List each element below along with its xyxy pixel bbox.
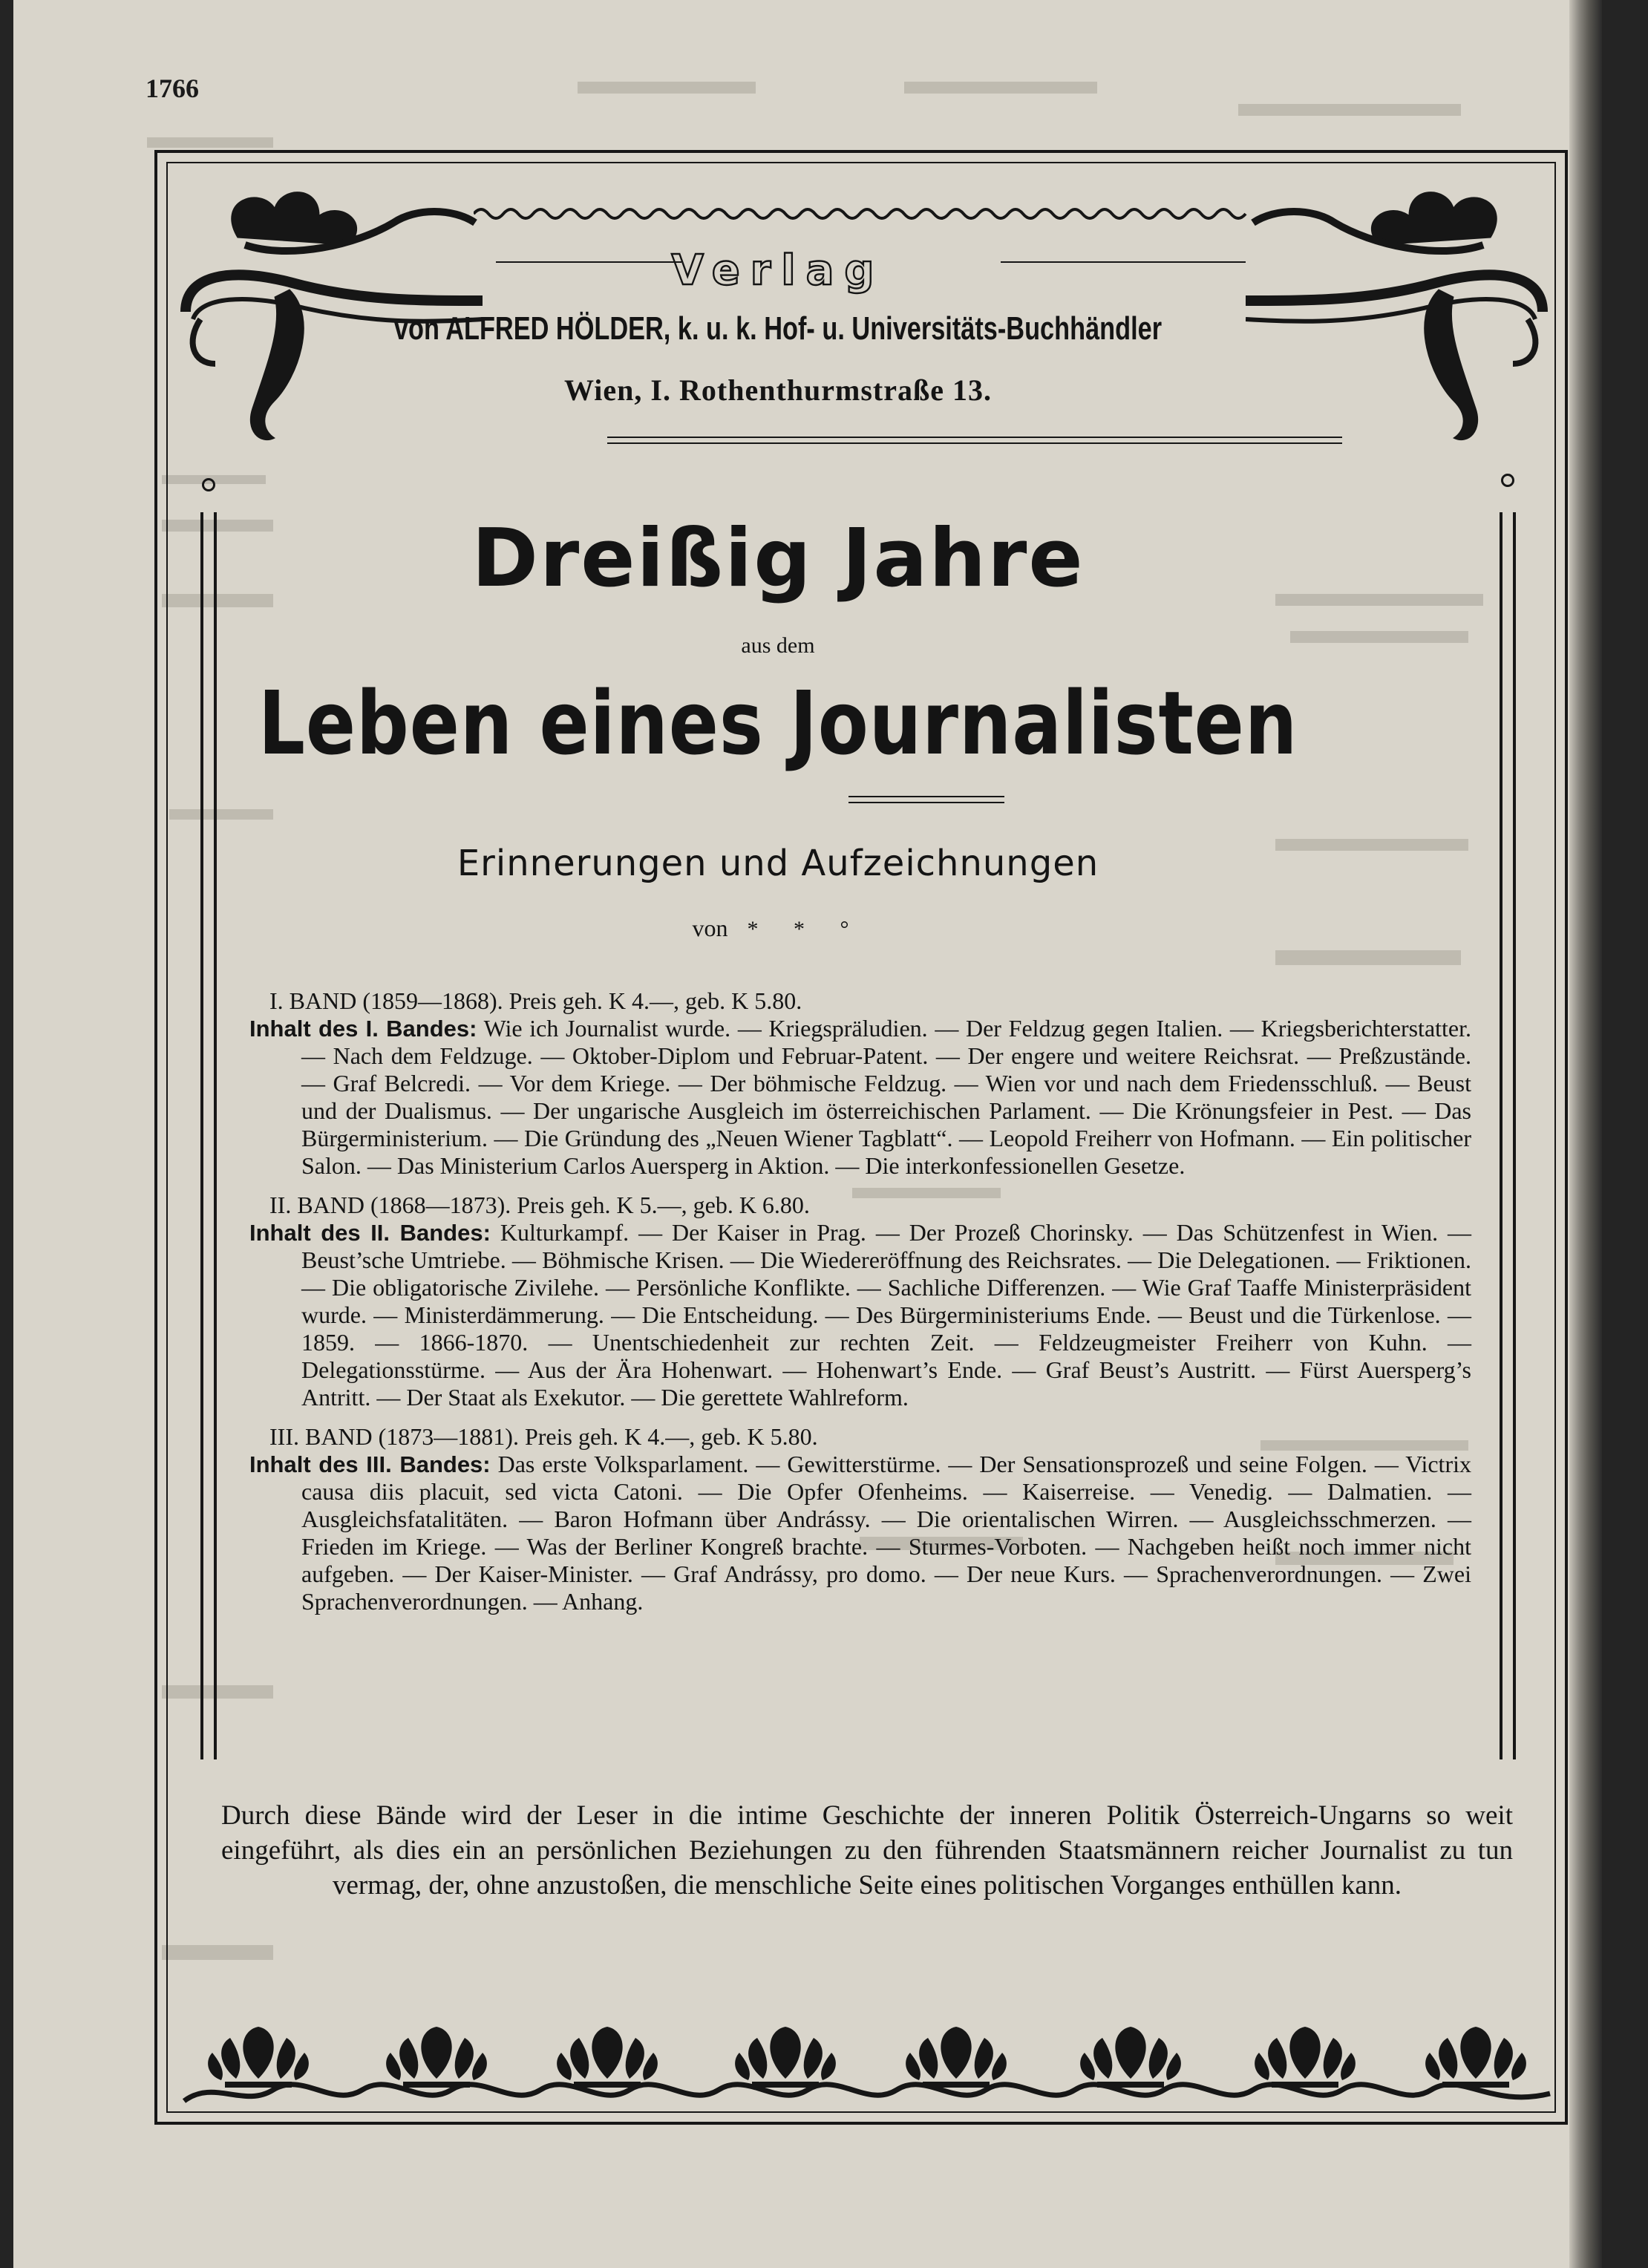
volume-2 bbox=[249, 1192, 1471, 1411]
volume-3-contents bbox=[249, 1451, 1471, 1615]
subtitle-rule-2 bbox=[848, 802, 1004, 803]
volume-3-contents-label: Inhalt des III. Bandes: bbox=[249, 1451, 491, 1477]
author-prefix: von bbox=[692, 915, 728, 941]
volume-2-contents bbox=[249, 1219, 1471, 1411]
right-pillar-ring bbox=[1501, 474, 1514, 487]
subtitle-rule-1 bbox=[848, 796, 1004, 797]
author-marks: * * ° bbox=[747, 917, 864, 941]
author-line bbox=[0, 915, 1572, 942]
volume-1 bbox=[249, 987, 1471, 1180]
left-pillar-ring bbox=[202, 478, 215, 491]
publisher-line: von ALFRED HÖLDER, k. u. k. Hof- u. Universitäts-Buchhändler bbox=[393, 310, 1163, 347]
volume-2-band: II. BAND (1868—1873). Preis geh. K 5.—, geb. K 6.80. bbox=[269, 1192, 810, 1218]
page-number: 1766 bbox=[145, 73, 199, 103]
title-line-1: Dreißig Jahre bbox=[471, 512, 1085, 605]
verlag-label: Verlag bbox=[671, 246, 885, 295]
volume-3-band: III. BAND (1873—1881). Preis geh. K 4.—, geb. K 5.80. bbox=[269, 1423, 818, 1450]
title-connector: aus dem bbox=[741, 633, 815, 658]
subtitle: Erinnerungen und Aufzeichnungen bbox=[457, 843, 1099, 884]
volume-list bbox=[249, 987, 1471, 1627]
volume-3 bbox=[249, 1423, 1471, 1615]
volume-1-band: I. BAND (1859—1868). Preis geh. K 4.—, geb. K 5.80. bbox=[269, 987, 802, 1014]
volume-2-contents-text: Kulturkampf. — Der Kaiser in Prag. — Der Prozeß Chorinsky. — Das Schützenfest in Wien. — Beust’sche Umtriebe. — Böhmische Krisen. — Die Wiedereröffnung des Reichsrates. — Die Delegationen. — Friktionen. — Die obligatorische Zivilehe. — Persönliche Konflikte. — Sachliche Differenzen. — Wie Graf Taaffe Ministerpräsident wurde. — Ministerdämmerung. — Die Entscheidung. — Des Bürgerministeriums Ende. — Beust und die Türkenlose. — 1859. — 1866-1870. — Unentschiedenheit zur rechten Zeit. — Feldzeugmeister Freiherr von Kuhn. — Delegationsstürme. — Aus der Ära Hohenwart. — Hohenwart’s Ende. — Graf Beust’s Austritt. — Fürst Auersperg’s Antritt. — Der Staat als Exekutor. — Die gerettete Wahlreform. bbox=[301, 1219, 1472, 1411]
top-wave-ornament bbox=[474, 199, 1253, 229]
title-line-2: Leben eines Journalisten bbox=[258, 672, 1298, 774]
right-pillar bbox=[1500, 512, 1516, 1759]
volume-3-contents-text: Das erste Volksparlament. — Gewitterstürme. — Der Sensationsprozeß und seine Folgen. — Victrix causa diis placuit, sed victa Catoni. — Die Opfer Ofenheims. — Kaiserreise. — Venedig. — Dalmatien. — Ausgleichsfatalitäten. — Baron Hofmann über Andrássy. — Die orientalischen Wirren. — Ausgleichsschmerzen. — Frieden im Kriege. — Was der Berliner Kongreß brachte. — Sturmes-Vorboten. — Nachgeben heißt noch immer nicht aufgeben. — Der Kaiser-Minister. — Graf Andrássy, pro domo. — Der neue Kurs. — Sprachenverordnungen. — Zwei Sprachenverordnungen. — Anhang. bbox=[301, 1451, 1471, 1615]
publisher-address: Wien, I. Rothenthurmstraße 13. bbox=[564, 373, 992, 407]
volume-1-contents-text: Wie ich Journalist wurde. — Kriegspräludien. — Der Feldzug gegen Italien. — Kriegsberichterstatter. — Nach dem Feldzuge. — Oktober-Diplom und Februar-Patent. — Der engere und weitere Reichsrat. — Preßzustände. — Graf Belcredi. — Vor dem Kriege. — Der böhmische Feldzug. — Wien vor und nach dem Friedensschluß. — Beust und der Dualismus. — Der ungarische Ausgleich im österreichischen Parlament. — Die Krönungsfeier in Pest. — Das Bürgerministerium. — Die Gründung des „Neuen Wiener Tagblatt“. — Leopold Freiherr von Hofmann. — Ein politischer Salon. — Das Ministerium Carlos Auersperg in Aktion. — Die interkonfessionellen Gesetze. bbox=[301, 1015, 1472, 1179]
page-sheet bbox=[13, 0, 1602, 2268]
publisher-rule-bottom-2 bbox=[607, 442, 1342, 444]
volume-2-contents-label: Inhalt des II. Bandes: bbox=[249, 1220, 491, 1246]
volume-1-contents-label: Inhalt des I. Bandes: bbox=[249, 1016, 477, 1042]
page-edge-shadow bbox=[1569, 0, 1602, 2268]
volume-1-contents bbox=[249, 1015, 1471, 1180]
bottom-flower-ornament bbox=[169, 1990, 1565, 2116]
publisher-rule-bottom bbox=[607, 437, 1342, 438]
closing-paragraph: Durch diese Bände wird der Leser in die intime Geschichte der inneren Politik Österreich-Ungarns so weit eingeführt, als dies ein an persönlichen Beziehungen zu den führenden Staatsmännern reicher Journalist zu tun vermag, der, ohne anzustoßen, die menschliche Seite eines politischen Vorganges enthüllen kann. bbox=[221, 1800, 1513, 1901]
